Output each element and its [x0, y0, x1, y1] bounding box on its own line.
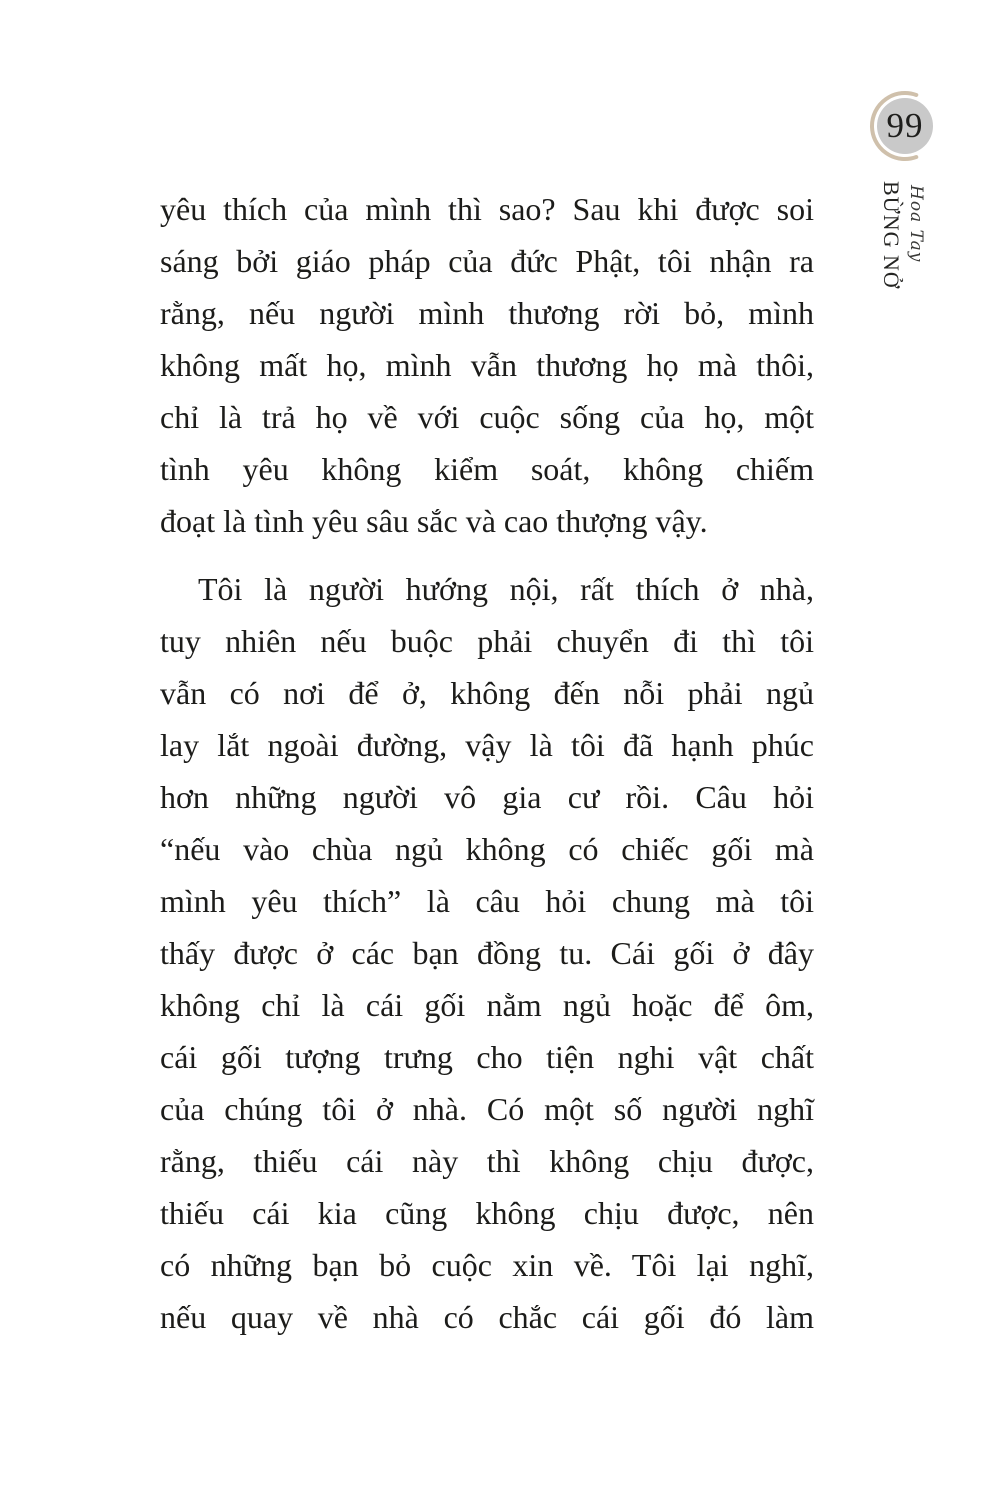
text-line: không mất họ, mình vẫn thương họ mà thôi,	[160, 347, 814, 383]
text-line: của chúng tôi ở nhà. Có một số người nghĩ	[160, 1091, 814, 1127]
text-line: có những bạn bỏ cuộc xin về. Tôi lại nghĩ,	[160, 1247, 814, 1283]
text-line: tuy nhiên nếu buộc phải chuyển đi thì tôi	[160, 623, 814, 659]
page-body-text	[160, 183, 814, 1343]
book-title-vertical	[860, 181, 930, 293]
text-line: sáng bởi giáo pháp của đức Phật, tôi nhận ra	[160, 243, 814, 279]
text-line: hơn những người vô gia cư rồi. Câu hỏi	[160, 779, 814, 815]
page-number-badge	[863, 84, 947, 168]
text-line: tình yêu không kiểm soát, không chiếm	[160, 451, 814, 487]
text-line: vẫn có nơi để ở, không đến nỗi phải ngủ	[160, 675, 814, 711]
text-line: thiếu cái kia cũng không chịu được, nên	[160, 1195, 814, 1231]
text-line: nếu quay về nhà có chắc cái gối đó làm	[160, 1299, 814, 1335]
text-line: “nếu vào chùa ngủ không có chiếc gối mà	[160, 831, 814, 867]
text-line: yêu thích của mình thì sao? Sau khi được soi	[160, 191, 814, 227]
book-title-caps: BỪNG NỞ	[879, 181, 904, 289]
text-line: chỉ là trả họ về với cuộc sống của họ, một	[160, 399, 814, 435]
paragraph	[160, 183, 814, 547]
text-line: lay lắt ngoài đường, vậy là tôi đã hạnh phúc	[160, 727, 814, 763]
text-line: rằng, nếu người mình thương rời bỏ, mình	[160, 295, 814, 331]
text-line: cái gối tượng trưng cho tiện nghi vật chất	[160, 1039, 814, 1075]
book-title-script: Hoa Tay	[906, 185, 926, 263]
text-line: không chỉ là cái gối nằm ngủ hoặc để ôm,	[160, 987, 814, 1023]
text-line: rằng, thiếu cái này thì không chịu được,	[160, 1143, 814, 1179]
text-line: mình yêu thích” là câu hỏi chung mà tôi	[160, 883, 814, 919]
text-line: đoạt là tình yêu sâu sắc và cao thượng vậy.	[160, 503, 708, 539]
paragraph	[160, 563, 814, 1343]
text-line: thấy được ở các bạn đồng tu. Cái gối ở đây	[160, 935, 814, 971]
page-number: 99	[886, 106, 924, 145]
text-line: Tôi là người hướng nội, rất thích ở nhà,	[198, 571, 814, 607]
